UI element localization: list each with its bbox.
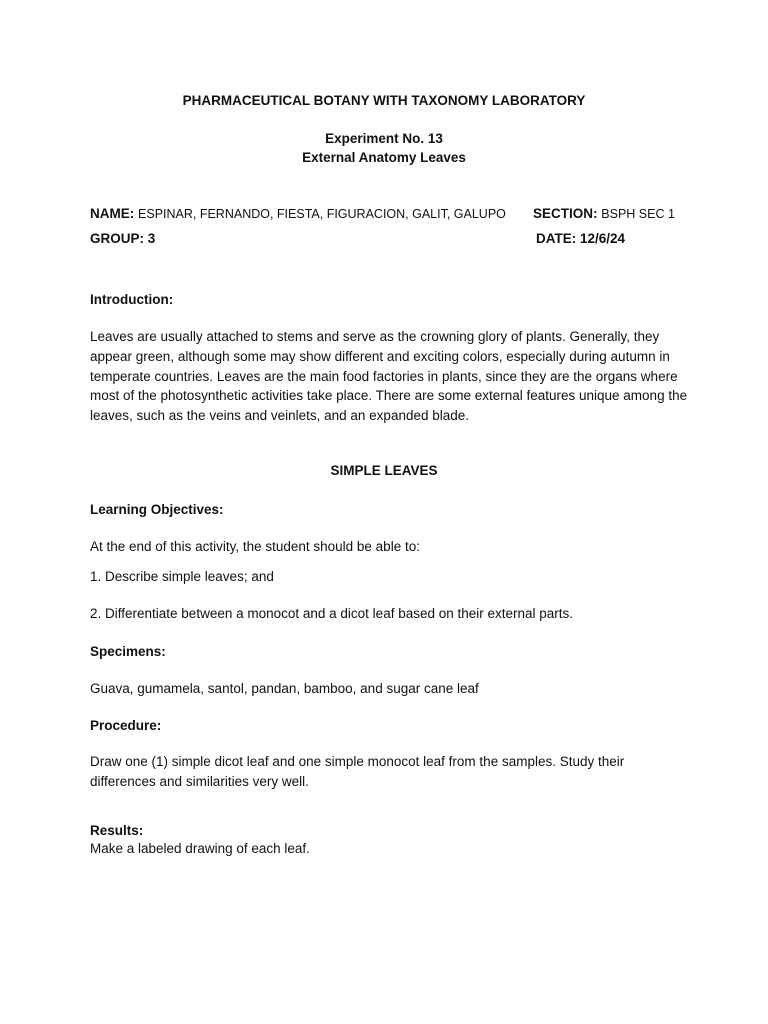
objectives-intro: At the end of this activity, the student should be able to: <box>90 539 420 554</box>
date-label: DATE: <box>536 231 577 246</box>
group-field <box>90 231 155 246</box>
results-heading: Results: <box>90 823 144 838</box>
objective-item: 1. Describe simple leaves; and <box>90 569 274 584</box>
experiment-title: External Anatomy Leaves <box>302 150 466 165</box>
group-label: GROUP: <box>90 231 144 246</box>
section-value: BSPH SEC 1 <box>601 207 675 221</box>
course-title: PHARMACEUTICAL BOTANY WITH TAXONOMY LABORATORY <box>182 93 586 108</box>
introduction-heading: Introduction: <box>90 292 174 307</box>
date-field <box>536 231 625 246</box>
objective-item: 2. Differentiate between a monocot and a dicot leaf based on their external parts. <box>90 606 574 621</box>
procedure-body: Draw one (1) simple dicot leaf and one simple monocot leaf from the samples. Study their differences and similarities very well. <box>90 754 625 789</box>
section-label: SECTION: <box>533 206 598 221</box>
introduction-body: Leaves are usually attached to stems and serve as the crowning glory of plants. Generally, they appear green, although some may show different and exciting colors, especially during autumn in temperate countries. Leaves are the main food factories in plants, since they are the organs where most of the photosynthetic activities take place. There are some external features unique among the leaves, such as the veins and veinlets, and an expanded blade. <box>90 329 688 424</box>
results-body: Make a labeled drawing of each leaf. <box>90 841 310 856</box>
group-value: 3 <box>147 231 156 246</box>
specimens-body: Guava, gumamela, santol, pandan, bamboo, and sugar cane leaf <box>90 681 479 696</box>
name-field <box>90 206 506 221</box>
specimens-heading: Specimens: <box>90 644 166 659</box>
name-label: NAME: <box>90 206 135 221</box>
experiment-number: Experiment No. 13 <box>325 131 443 146</box>
name-value: ESPINAR, FERNANDO, FIESTA, FIGURACION, GALIT, GALUPO <box>138 207 506 221</box>
section-field <box>533 206 675 221</box>
date-value: 12/6/24 <box>580 231 626 246</box>
procedure-heading: Procedure: <box>90 718 162 733</box>
objectives-heading: Learning Objectives: <box>90 502 224 517</box>
section-title: SIMPLE LEAVES <box>330 463 438 478</box>
